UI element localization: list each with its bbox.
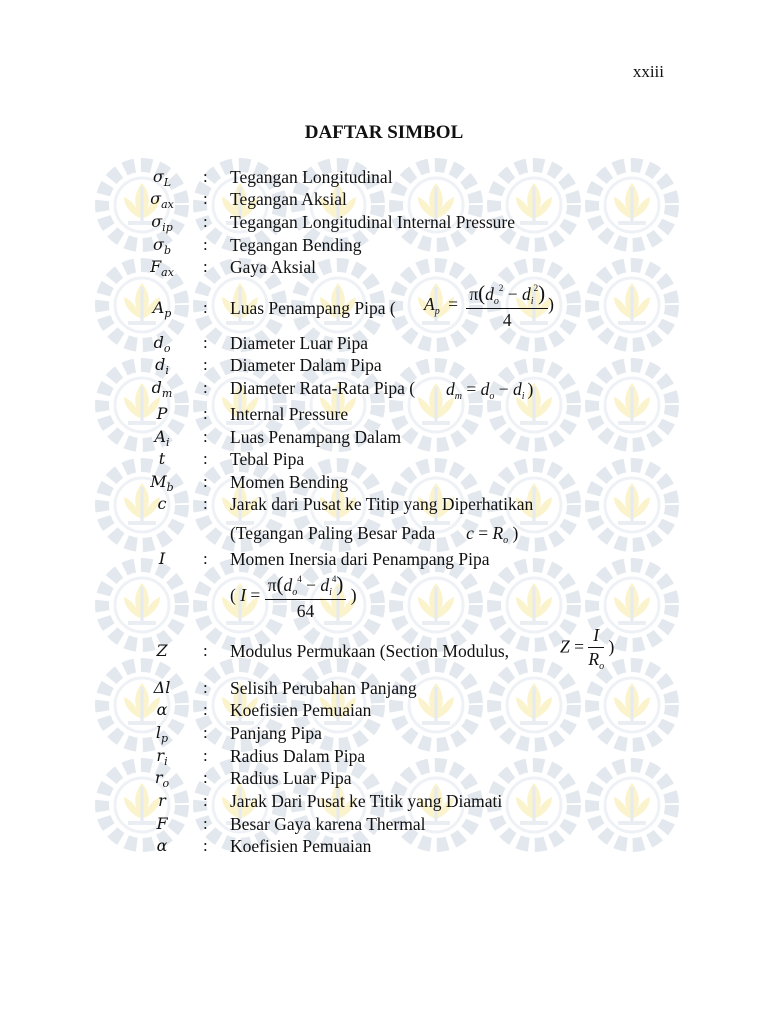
- symbol-description: Modulus Permukaan (Section Modulus,: [230, 641, 510, 661]
- symbol: [108, 768, 216, 790]
- separator: :: [203, 235, 208, 254]
- separator: :: [203, 298, 208, 317]
- symbol-description: Jarak Dari Pusat ke Titik yang Diamati: [230, 791, 503, 811]
- separator: :: [203, 189, 208, 208]
- separator: :: [203, 641, 208, 660]
- separator: :: [203, 723, 208, 742]
- symbol: [108, 494, 216, 513]
- symbol-base: d: [151, 378, 162, 397]
- symbol-description: Besar Gaya karena Thermal: [230, 814, 426, 834]
- separator: :: [203, 355, 208, 374]
- separator: :: [203, 746, 208, 765]
- symbol-base: r: [158, 791, 166, 810]
- symbol-subscript: ip: [162, 221, 173, 235]
- symbol-description: Diameter Luar Pipa: [230, 333, 369, 353]
- symbol-description: Tegangan Bending: [230, 235, 362, 255]
- symbol-base: F: [150, 257, 162, 276]
- symbol-subscript: ax: [161, 266, 174, 280]
- symbol-base: I: [158, 549, 166, 568]
- symbol: [108, 404, 216, 423]
- symbol-description: Tegangan Longitudinal: [230, 167, 393, 187]
- symbol-base: F: [156, 814, 168, 833]
- symbol-subscript: i: [166, 436, 170, 450]
- formula-inertia: ( I = $\frac{\pi(d_o^4 - d_i^4)}{64}$ ): [230, 572, 357, 621]
- separator: :: [203, 167, 208, 186]
- separator: :: [203, 791, 208, 810]
- symbol-subscript: L: [163, 176, 172, 190]
- symbol-base: r: [154, 768, 163, 787]
- symbol-subscript: b: [166, 481, 174, 495]
- formula-c-note: (Tegangan Paling Besar Pada $c = R_o$ ): [230, 523, 519, 546]
- symbol-description: Gaya Aksial: [230, 257, 317, 277]
- symbol-description: Selisih Perubahan Panjang: [230, 678, 417, 698]
- symbol-subscript: m: [161, 387, 173, 401]
- symbol-description: Jarak dari Pusat ke Titip yang Diperhatikan: [230, 494, 534, 514]
- symbol: [108, 836, 216, 855]
- separator: :: [203, 449, 208, 468]
- symbol-subscript: ax: [161, 198, 174, 212]
- symbol-subscript: i: [164, 755, 168, 769]
- symbol: [108, 746, 216, 768]
- separator: :: [203, 836, 208, 855]
- symbol-subscript: o: [162, 777, 170, 791]
- symbol: [108, 427, 216, 449]
- separator: :: [203, 768, 208, 787]
- symbol: [108, 212, 216, 234]
- symbol-subscript: p: [164, 307, 172, 321]
- separator: :: [203, 549, 208, 568]
- symbol: [108, 189, 216, 211]
- separator: :: [203, 494, 208, 513]
- symbol: [108, 449, 216, 468]
- symbol: [108, 814, 216, 833]
- symbol-base: α: [156, 836, 168, 855]
- symbol-base: d: [153, 333, 164, 352]
- symbol: [108, 333, 216, 355]
- separator: :: [203, 814, 208, 833]
- symbol-base: P: [156, 404, 168, 423]
- symbol-description: Diameter Dalam Pipa: [230, 355, 382, 375]
- symbol-base: σ: [150, 189, 162, 208]
- symbol-base: r: [156, 746, 165, 765]
- symbol: [108, 298, 216, 320]
- symbol-base: l: [155, 723, 162, 742]
- symbol: [108, 791, 216, 810]
- symbol-description: Tegangan Longitudinal Internal Pressure: [230, 212, 516, 232]
- symbol-description: Momen Inersia dari Penampang Pipa: [230, 549, 490, 569]
- symbol-subscript: o: [163, 342, 171, 356]
- symbol-description: Koefisien Pemuaian: [230, 836, 372, 856]
- symbol-base: σ: [153, 235, 164, 254]
- separator: :: [203, 257, 208, 276]
- separator: :: [203, 700, 208, 719]
- symbol-base: Δl: [153, 678, 171, 697]
- symbol-description: Radius Dalam Pipa: [230, 746, 366, 766]
- symbol-base: σ: [152, 167, 164, 186]
- separator: :: [203, 404, 208, 423]
- symbol-description: Momen Bending: [230, 472, 349, 492]
- symbol-description: Luas Penampang Dalam: [230, 427, 402, 447]
- symbol-base: A: [154, 427, 167, 446]
- symbol: [108, 700, 216, 719]
- symbol-base: α: [156, 700, 168, 719]
- symbol: [108, 235, 216, 257]
- symbol-description: Diameter Rata-Rata Pipa (: [230, 378, 416, 398]
- formula-z: Z = $\frac{I}{R_o}$ ): [560, 625, 615, 672]
- separator: :: [203, 378, 208, 397]
- separator: :: [203, 333, 208, 352]
- symbol-base: d: [155, 355, 166, 374]
- symbol-subscript: b: [163, 244, 171, 258]
- separator: :: [203, 427, 208, 446]
- separator: :: [203, 678, 208, 697]
- page-number: xxiii: [632, 62, 664, 81]
- symbol-base: A: [152, 298, 165, 317]
- page-title: DAFTAR SIMBOL: [304, 122, 464, 143]
- symbol-description: Tebal Pipa: [230, 449, 305, 469]
- symbol: [108, 378, 216, 400]
- symbol-base: σ: [151, 212, 163, 231]
- symbol: [108, 678, 216, 697]
- formula-ap: $A_p$ = $\frac{\pi(d_o^2 - d_i^2)}{4}$ ): [424, 281, 554, 330]
- separator: :: [203, 212, 208, 231]
- symbol-base: M: [150, 472, 167, 491]
- separator: :: [203, 472, 208, 491]
- symbol-description: Tegangan Aksial: [230, 189, 347, 209]
- symbol-base: t: [158, 449, 166, 468]
- symbol-description: Panjang Pipa: [230, 723, 322, 743]
- symbol-description: Radius Luar Pipa: [230, 768, 352, 788]
- formula-dm: $d_m = d_o - d_i$ ): [446, 379, 534, 402]
- symbol-base: Z: [156, 641, 168, 660]
- symbol: [108, 549, 216, 568]
- symbol: [108, 257, 216, 279]
- symbol-subscript: p: [161, 732, 169, 746]
- symbol: [108, 641, 216, 660]
- symbol: [108, 472, 216, 494]
- symbol: [108, 723, 216, 745]
- symbol-description: Koefisien Pemuaian: [230, 700, 372, 720]
- symbol-description: Luas Penampang Pipa (: [230, 298, 396, 318]
- symbol: [108, 355, 216, 377]
- symbol-base: c: [157, 494, 167, 513]
- symbol-description: Internal Pressure: [230, 404, 349, 424]
- symbol: [108, 167, 216, 189]
- symbol-subscript: i: [165, 364, 169, 378]
